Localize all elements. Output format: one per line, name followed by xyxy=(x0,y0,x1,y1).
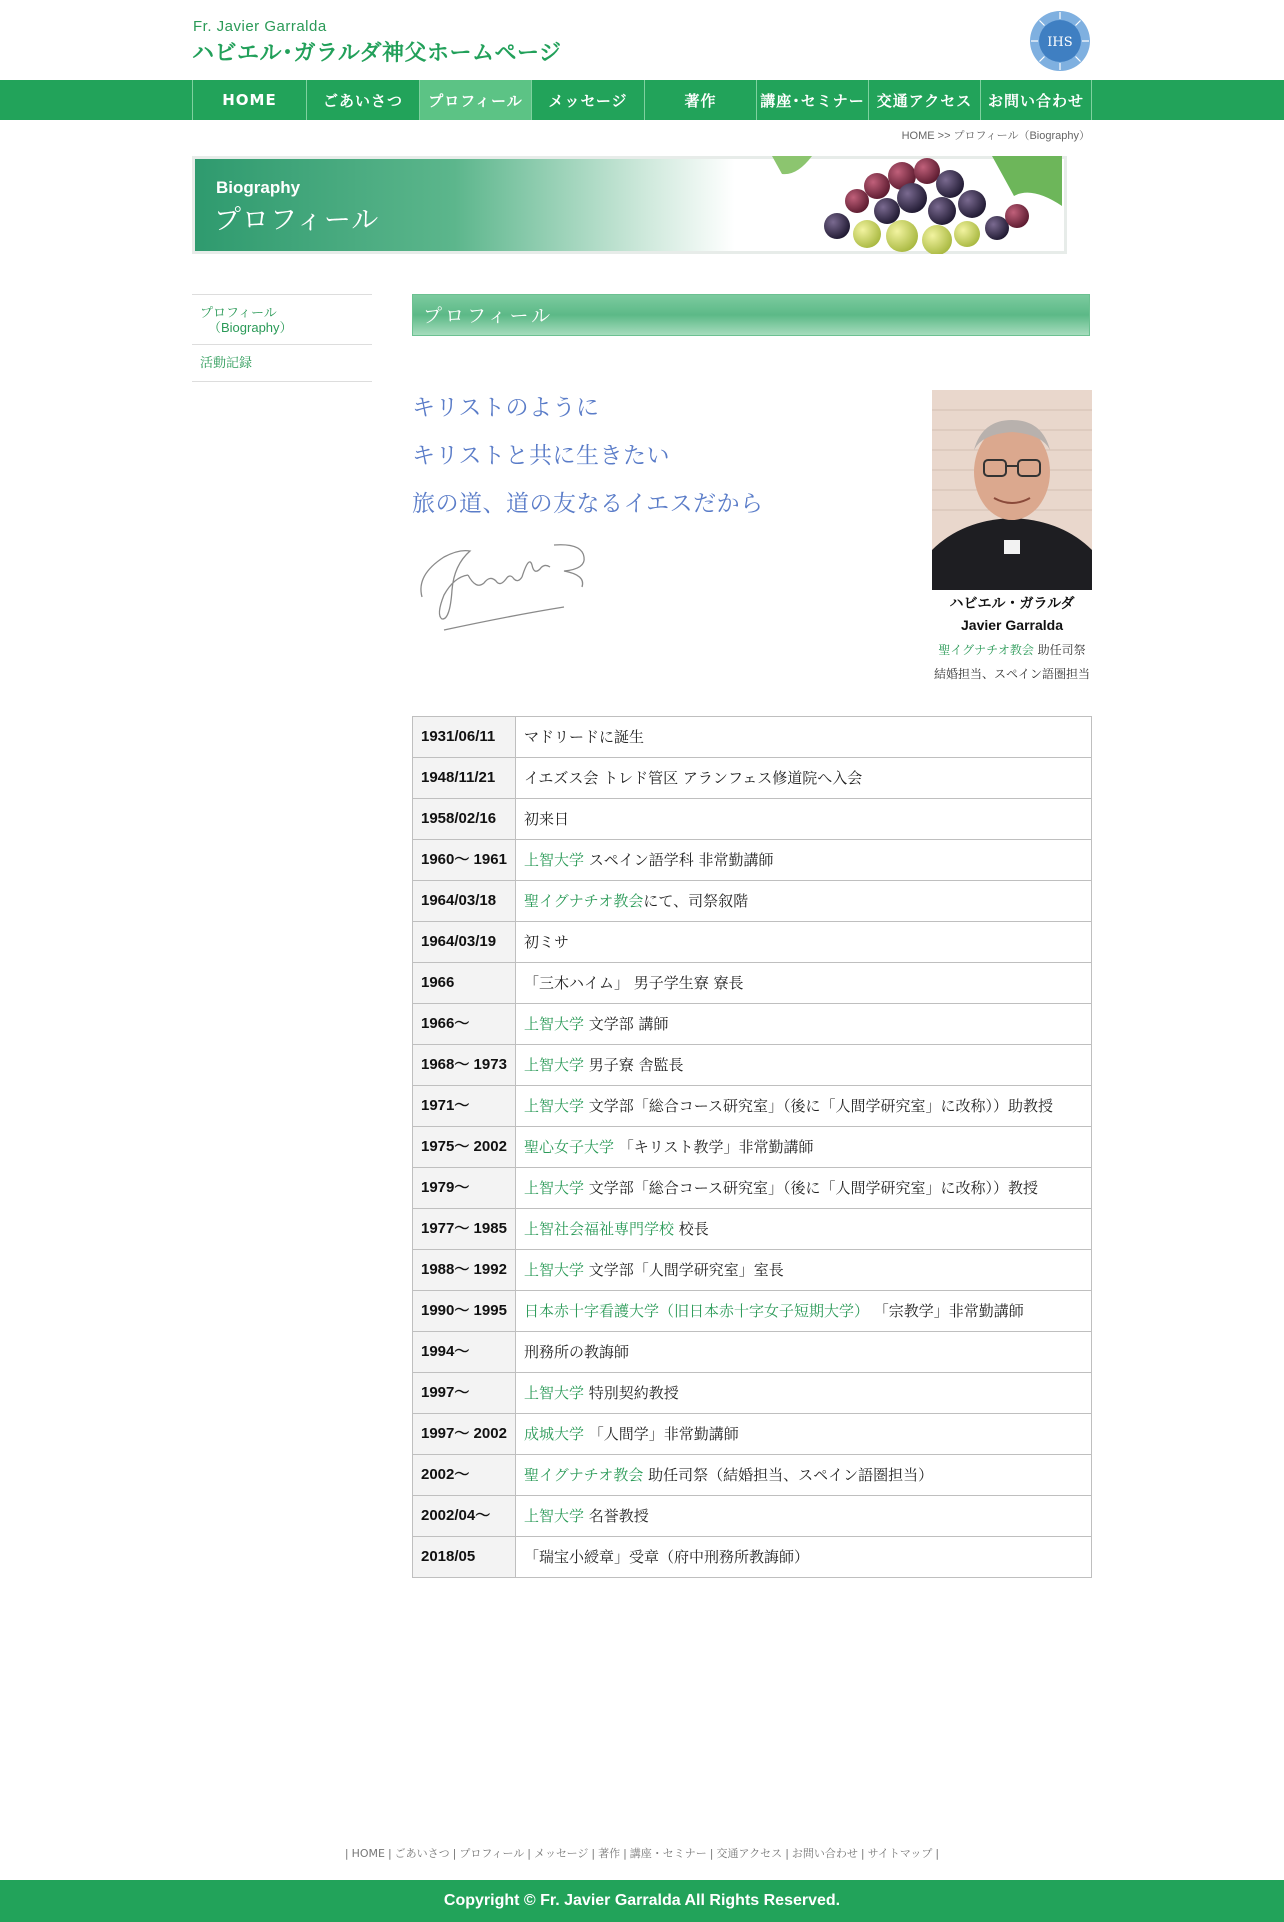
table-row xyxy=(413,1004,1092,1045)
timeline-org-link[interactable]: 上智大学 xyxy=(524,1261,585,1279)
timeline-date: 1966～ xyxy=(413,1004,516,1045)
timeline-event-text: 文学部 講師 xyxy=(584,1015,669,1033)
timeline-org-link[interactable]: 日本赤十字看護大学（旧日本赤十字女子短期大学） xyxy=(524,1302,870,1320)
table-row xyxy=(413,1414,1092,1455)
timeline-org-link[interactable]: 上智大学 xyxy=(524,1015,585,1033)
site-title-link[interactable]: ハビエル･ガラルダ神父ホームページ xyxy=(192,41,562,66)
timeline-event-text: にて、司祭叙階 xyxy=(643,892,749,910)
footer-separator: | xyxy=(935,1847,940,1860)
quote-line: キリストと共に生きたい xyxy=(412,443,671,469)
timeline-event-text: スペイン語学科 非常勤講師 xyxy=(584,851,774,869)
timeline-event xyxy=(516,840,1092,881)
timeline-date: 1964/03/19 xyxy=(413,922,516,963)
timeline-event xyxy=(516,799,1092,840)
table-row xyxy=(413,1250,1092,1291)
timeline-event xyxy=(516,1209,1092,1250)
timeline-date: 2002/04～ xyxy=(413,1496,516,1537)
footer-separator: | xyxy=(387,1847,392,1860)
timeline-event xyxy=(516,963,1092,1004)
table-row xyxy=(413,1332,1092,1373)
site-subtitle: Fr. Javier Garralda xyxy=(193,18,327,35)
section-heading: プロフィール xyxy=(412,294,1090,336)
timeline-date: 1975～ 2002 xyxy=(413,1127,516,1168)
timeline-date: 1958/02/16 xyxy=(413,799,516,840)
quote-block xyxy=(412,384,764,528)
table-row xyxy=(413,1455,1092,1496)
timeline-date: 1990～ 1995 xyxy=(413,1291,516,1332)
banner-title-en: Biography xyxy=(216,178,301,197)
nav-works[interactable]: 著作 xyxy=(644,80,756,120)
nav-access[interactable]: 交通アクセス xyxy=(868,80,980,120)
table-row xyxy=(413,758,1092,799)
footer-separator: | xyxy=(623,1847,627,1860)
nav-seminar[interactable]: 講座･セミナー xyxy=(756,80,868,120)
timeline-date: 1971～ xyxy=(413,1086,516,1127)
caption-duties: 結婚担当、スペイン語圏担当 xyxy=(933,667,1090,681)
footer-separator: | xyxy=(344,1847,349,1860)
footer-link[interactable]: HOME xyxy=(351,1847,385,1860)
timeline-event-text: 特別契約教授 xyxy=(584,1384,679,1402)
side-item-profile-label: プロフィール xyxy=(200,306,277,321)
timeline-org-link[interactable]: 上智大学 xyxy=(524,851,585,869)
table-row xyxy=(413,1291,1092,1332)
side-menu xyxy=(192,294,372,382)
ihs-seal-icon xyxy=(1029,10,1091,72)
nav-greeting[interactable]: ごあいさつ xyxy=(306,80,419,120)
timeline-event xyxy=(516,1373,1092,1414)
timeline-org-link[interactable]: 聖イグナチオ教会 xyxy=(524,1466,644,1484)
timeline-date: 1964/03/18 xyxy=(413,881,516,922)
page-banner xyxy=(192,156,1067,254)
timeline-event xyxy=(516,1045,1092,1086)
table-row xyxy=(413,1168,1092,1209)
footer-separator: | xyxy=(527,1847,532,1860)
timeline-date: 1997～ 2002 xyxy=(413,1414,516,1455)
timeline-event xyxy=(516,1537,1092,1578)
caption-role-text: 助任司祭 xyxy=(1033,643,1086,657)
timeline-event xyxy=(516,1250,1092,1291)
timeline-event-text: 文学部「総合コース研究室」（後に「人間学研究室」に改称））助教授 xyxy=(584,1097,1054,1115)
timeline-org-link[interactable]: 上智大学 xyxy=(524,1097,585,1115)
side-item-profile-sub: （Biography） xyxy=(208,319,293,335)
table-row xyxy=(413,840,1092,881)
caption-church-link[interactable]: 聖イグナチオ教会 xyxy=(938,643,1034,657)
timeline-event-text: 「三木ハイム」 男子学生寮 寮長 xyxy=(524,974,744,992)
biography-table-body xyxy=(413,717,1092,1578)
biography-table xyxy=(412,716,1092,1578)
side-item-activity[interactable]: 活動記録 xyxy=(192,345,372,382)
caption-role xyxy=(922,641,1102,658)
timeline-event-text: 刑務所の教誨師 xyxy=(524,1343,630,1361)
table-row xyxy=(413,1496,1092,1537)
table-row xyxy=(413,1537,1092,1578)
timeline-event-text: 「人間学」非常勤講師 xyxy=(584,1425,739,1443)
timeline-event-text: 名誉教授 xyxy=(584,1507,649,1525)
timeline-date: 1994～ xyxy=(413,1332,516,1373)
footer-link[interactable]: プロフィール xyxy=(459,1847,525,1860)
table-row xyxy=(413,799,1092,840)
timeline-event-text: 初来日 xyxy=(524,810,570,828)
copyright: Copyright © Fr. Javier Garralda All Rights Reserved. xyxy=(0,1880,1284,1922)
footer-link[interactable]: サイトマップ xyxy=(867,1847,933,1860)
svg-text:IHS: IHS xyxy=(1047,35,1073,50)
footer-separator: | xyxy=(452,1847,457,1860)
footer-separator: | xyxy=(785,1847,789,1860)
footer-link[interactable]: お問い合わせ xyxy=(791,1847,858,1860)
timeline-event-text: 「宗教学」非常勤講師 xyxy=(869,1302,1024,1320)
timeline-event xyxy=(516,1332,1092,1373)
quote-line: 旅の道、道の友なるイエスだから xyxy=(412,491,764,517)
quote-line: キリストのように xyxy=(412,395,600,421)
timeline-event xyxy=(516,881,1092,922)
timeline-event-text: マドリードに誕生 xyxy=(524,728,645,746)
timeline-event xyxy=(516,1127,1092,1168)
timeline-date: 1931/06/11 xyxy=(413,717,516,758)
portrait-photo xyxy=(932,390,1092,590)
banner-title-jp: プロフィール xyxy=(214,205,380,236)
timeline-date: 2002～ xyxy=(413,1455,516,1496)
table-row xyxy=(413,881,1092,922)
timeline-event-text: 文学部「総合コース研究室」（後に「人間学研究室」に改称））教授 xyxy=(584,1179,1039,1197)
timeline-event-text: イエズス会 トレド管区 アランフェス修道院へ入会 xyxy=(524,769,863,787)
footer-link[interactable]: 交通アクセス xyxy=(716,1847,783,1860)
timeline-event xyxy=(516,1168,1092,1209)
timeline-event-text: 「キリスト教学」非常勤講師 xyxy=(614,1138,814,1156)
grapes-image xyxy=(752,156,1062,254)
timeline-date: 1997～ xyxy=(413,1373,516,1414)
timeline-org-link[interactable]: 聖イグナチオ教会 xyxy=(524,892,644,910)
timeline-event-text: 文学部「人間学研究室」室長 xyxy=(584,1261,784,1279)
timeline-org-link[interactable]: 成城大学 xyxy=(524,1425,585,1443)
footer-separator: | xyxy=(709,1847,714,1860)
table-row xyxy=(413,1209,1092,1250)
breadcrumb: HOME >> プロフィール（Biography） xyxy=(901,130,1090,142)
timeline-org-link[interactable]: 聖心女子大学 xyxy=(524,1138,615,1156)
table-row xyxy=(413,1373,1092,1414)
timeline-event xyxy=(516,1086,1092,1127)
timeline-date: 1948/11/21 xyxy=(413,758,516,799)
caption-name-jp: ハビエル・ガラルダ xyxy=(949,596,1075,612)
footer-link[interactable]: 著作 xyxy=(598,1847,621,1860)
timeline-org-link[interactable]: 上智大学 xyxy=(524,1384,585,1402)
timeline-event xyxy=(516,1291,1092,1332)
timeline-event-text: 初ミサ xyxy=(524,933,570,951)
timeline-date: 1966 xyxy=(413,963,516,1004)
timeline-event-text: 助任司祭（結婚担当、スペイン語圏担当） xyxy=(643,1466,934,1484)
footer-link[interactable]: 講座・セミナー xyxy=(629,1847,707,1860)
timeline-date: 1960～ 1961 xyxy=(413,840,516,881)
nav-contact[interactable]: お問い合わせ xyxy=(980,80,1092,120)
footer-link[interactable]: ごあいさつ xyxy=(394,1847,450,1860)
timeline-event-text: 男子寮 舎監長 xyxy=(584,1056,684,1074)
footer-nav xyxy=(0,1845,1284,1861)
nav-home[interactable]: HOME xyxy=(192,80,306,120)
footer-separator: | xyxy=(591,1847,596,1860)
timeline-date: 2018/05 xyxy=(413,1537,516,1578)
timeline-org-link[interactable]: 上智大学 xyxy=(524,1179,585,1197)
table-row xyxy=(413,1086,1092,1127)
timeline-event xyxy=(516,1496,1092,1537)
timeline-event xyxy=(516,758,1092,799)
footer-link[interactable]: メッセージ xyxy=(534,1847,589,1860)
timeline-org-link[interactable]: 上智大学 xyxy=(524,1056,585,1074)
timeline-event xyxy=(516,1455,1092,1496)
table-row xyxy=(413,717,1092,758)
table-row xyxy=(413,922,1092,963)
timeline-event-text: 校長 xyxy=(674,1220,709,1238)
table-row xyxy=(413,963,1092,1004)
timeline-date: 1979～ xyxy=(413,1168,516,1209)
nav-message[interactable]: メッセージ xyxy=(531,80,644,120)
timeline-event xyxy=(516,1414,1092,1455)
caption-name-en: Javier Garralda xyxy=(961,617,1063,633)
timeline-date: 1977～ 1985 xyxy=(413,1209,516,1250)
main-nav xyxy=(192,80,1092,120)
footer-separator: | xyxy=(860,1847,865,1860)
table-row xyxy=(413,1127,1092,1168)
timeline-event xyxy=(516,922,1092,963)
signature-image xyxy=(414,535,614,635)
side-item-profile[interactable] xyxy=(192,295,372,345)
timeline-date: 1988～ 1992 xyxy=(413,1250,516,1291)
timeline-event xyxy=(516,1004,1092,1045)
nav-profile[interactable]: プロフィール xyxy=(419,80,531,120)
timeline-org-link[interactable]: 上智大学 xyxy=(524,1507,585,1525)
timeline-org-link[interactable]: 上智社会福祉専門学校 xyxy=(524,1220,675,1238)
table-row xyxy=(413,1045,1092,1086)
timeline-event xyxy=(516,717,1092,758)
timeline-event-text: 「瑞宝小綬章」受章（府中刑務所教誨師） xyxy=(524,1548,810,1566)
timeline-date: 1968～ 1973 xyxy=(413,1045,516,1086)
